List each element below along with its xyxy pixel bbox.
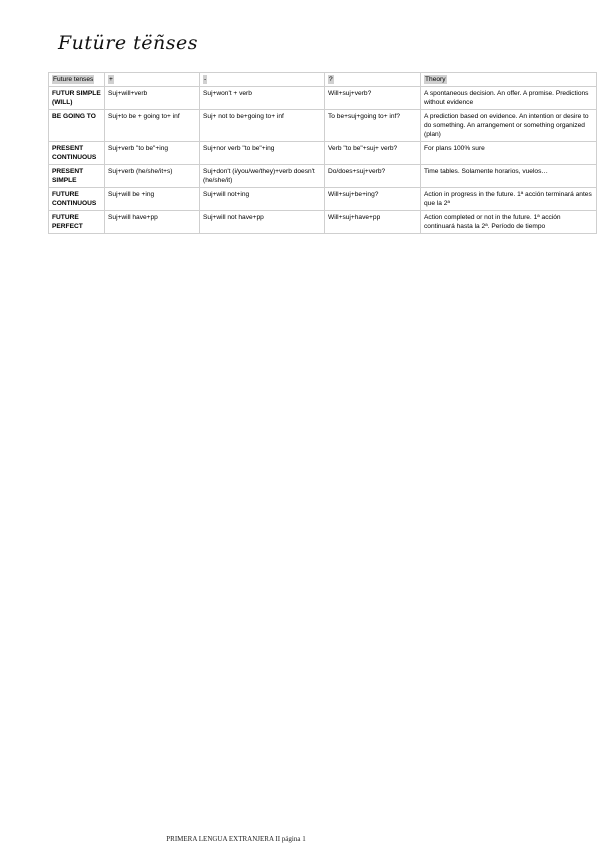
header-future-tenses: Future tenses: [49, 73, 105, 87]
row-tense: BE GOING TO: [49, 110, 105, 142]
row-theory: Action in progress in the future. 1ª acción terminará antes que la 2ª: [421, 188, 597, 211]
header-theory: Theory: [421, 73, 597, 87]
row-affirmative: Suj+will have+pp: [105, 211, 200, 234]
row-question: Do/does+suj+verb?: [325, 165, 421, 188]
row-affirmative: Suj+to be + going to+ inf: [105, 110, 200, 142]
table-row: [49, 211, 597, 234]
row-affirmative: Suj+verb "to be"+ing: [105, 142, 200, 165]
row-question: Will+suj+verb?: [325, 87, 421, 110]
row-theory: Time tables. Solamente horarios, vuelos…: [421, 165, 597, 188]
row-tense: PRESENT SIMPLE: [49, 165, 105, 188]
table-row: [49, 165, 597, 188]
header-affirmative: +: [105, 73, 200, 87]
row-tense: FUTUR SIMPLE (WILL): [49, 87, 105, 110]
row-theory: A spontaneous decision. An offer. A promise. Predictions without evidence: [421, 87, 597, 110]
future-tenses-table: [48, 72, 597, 234]
row-affirmative: Suj+will be +ing: [105, 188, 200, 211]
row-question: Will+suj+have+pp: [325, 211, 421, 234]
table-row: [49, 110, 597, 142]
table-row: [49, 142, 597, 165]
row-affirmative: Suj+will+verb: [105, 87, 200, 110]
row-negative: Suj+will not+ing: [200, 188, 325, 211]
row-tense: FUTURE CONTINUOUS: [49, 188, 105, 211]
row-theory: For plans 100% sure: [421, 142, 597, 165]
row-theory: A prediction based on evidence. An intention or desire to do something. An arrangement or something organized (plan): [421, 110, 597, 142]
header-question: ?: [325, 73, 421, 87]
table-header-row: [49, 73, 597, 87]
row-negative: Suj+nor verb "to be"+ing: [200, 142, 325, 165]
row-tense: FUTURE PERFECT: [49, 211, 105, 234]
row-negative: Suj+won't + verb: [200, 87, 325, 110]
row-tense: PRESENT CONTINUOUS: [49, 142, 105, 165]
row-question: Verb "to be"+suj+ verb?: [325, 142, 421, 165]
row-question: Will+suj+be+ing?: [325, 188, 421, 211]
header-negative: -: [200, 73, 325, 87]
row-theory: Action completed or not in the future. 1ª acción continuará hasta la 2ª. Período de tiempo: [421, 211, 597, 234]
row-negative: Suj+don't (i/you/we/they)+verb doesn't (he/she/it): [200, 165, 325, 188]
table-row: [49, 188, 597, 211]
row-affirmative: Suj+verb (he/she/it+s): [105, 165, 200, 188]
table-row: [49, 87, 597, 110]
page-footer: PRIMERA LENGUA EXTRANJERA II página 1: [166, 835, 306, 843]
row-negative: Suj+ not to be+going to+ inf: [200, 110, 325, 142]
row-question: To be+suj+going to+ inf?: [325, 110, 421, 142]
row-negative: Suj+will not have+pp: [200, 211, 325, 234]
page-title: Futüre tëñses: [58, 32, 199, 54]
